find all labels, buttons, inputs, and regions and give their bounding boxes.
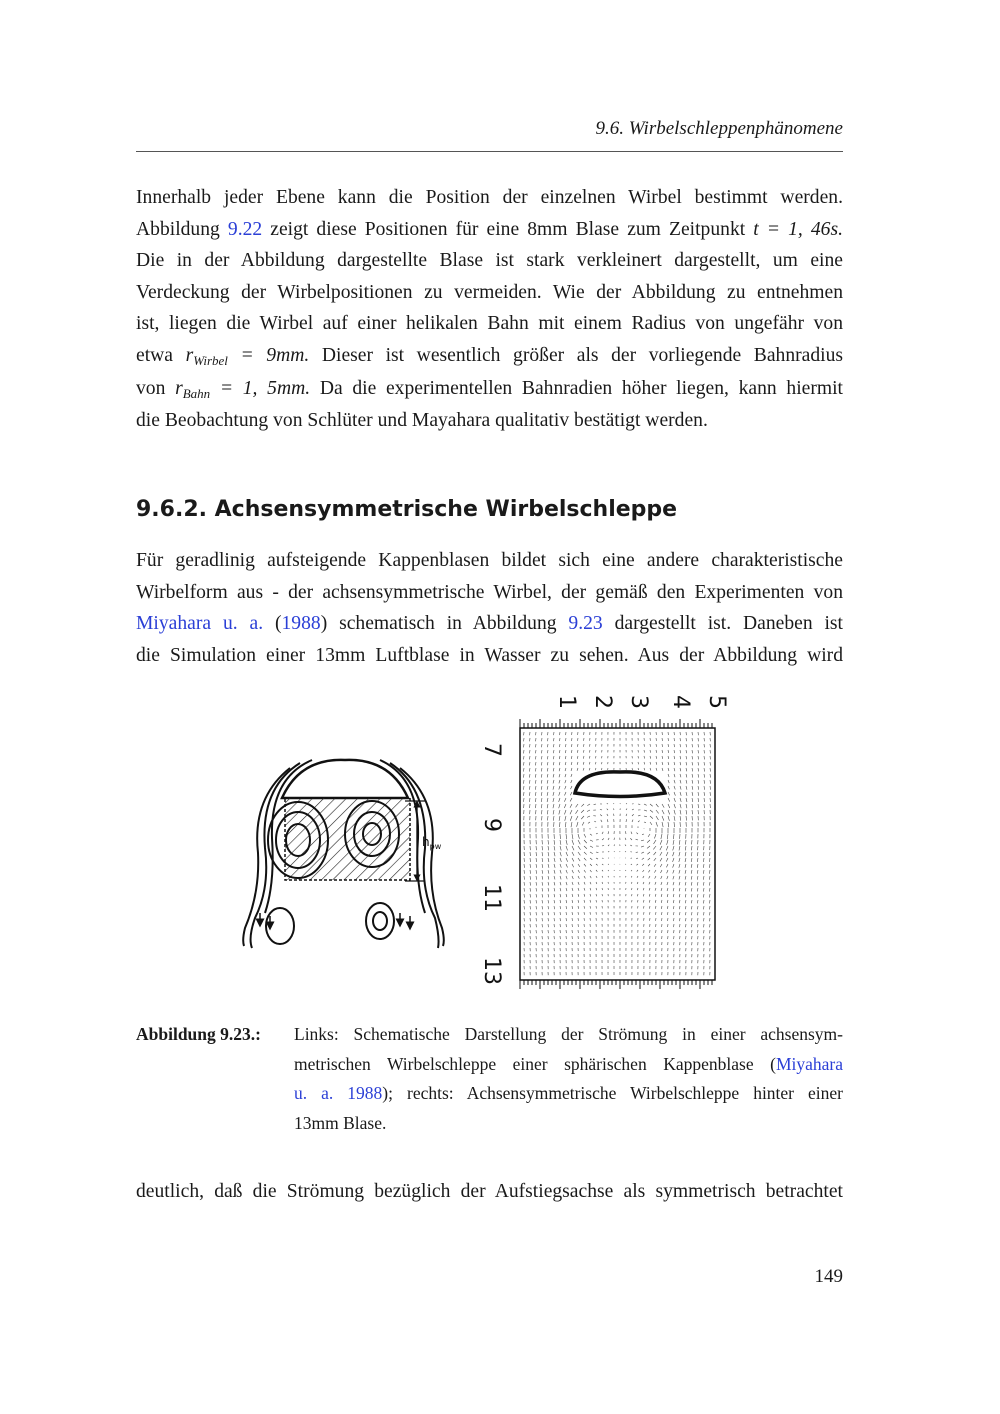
running-head: 9.6. Wirbelschleppenphänomene (595, 118, 843, 139)
p1-line-7 (136, 373, 843, 406)
axis-tick-label: 5 (704, 695, 729, 709)
math-r: r (185, 344, 194, 366)
hpw-label: $h_{pw}$ (422, 835, 442, 851)
text: ( (263, 613, 282, 635)
axis-tick-label: 1 (554, 695, 579, 709)
caption-line-2 (294, 1050, 843, 1080)
caption-line-1: Links: Schematische Darstellung der Strömung in einer achsensym- (294, 1024, 843, 1044)
text: zeigt diese Positionen für eine 8mm Blase zum Zeitpunkt (262, 218, 754, 240)
bubble-shape (575, 772, 665, 797)
text: Dieser ist wesentlich größer als der vorliegende Bahnradius (309, 344, 844, 366)
text: etwa (136, 344, 186, 366)
math-r: r (175, 377, 183, 399)
section-heading: 9.6.2. Achsensymmetrische Wirbelschleppe (136, 497, 678, 522)
text: Da die experimentellen Bahnradien höher liegen, kann hiermit (310, 377, 843, 399)
math-value: = 1, 5mm. (210, 377, 311, 399)
text: Abbildung (136, 218, 228, 240)
p2-line-2: Wirbelform aus - der achsensymmetrische Wirbel, der gemäß den Experimenten von (136, 581, 843, 603)
p1-line-5: ist, liegen die Wirbel auf einer helikalen Bahn mit einem Radius von ungefähr von (136, 313, 843, 335)
page-number: 149 (814, 1266, 843, 1287)
p1-line-6 (136, 340, 843, 373)
axis-tick-label: 3 (626, 695, 651, 709)
math-value: = 9mm. (227, 344, 310, 366)
axis-tick-label: 4 (668, 695, 693, 709)
figure-ref-9-22[interactable]: 9.22 (227, 218, 263, 240)
text: ) schematisch in Abbildung (320, 613, 569, 635)
citation-year[interactable]: 1988 (281, 613, 321, 635)
p1-line-1: Innerhalb jeder Ebene kann die Position der einzelnen Wirbel bestimmt werden. (136, 187, 843, 208)
citation-year[interactable]: u. a. 1988 (294, 1083, 383, 1103)
p2-line-1: Für geradlinig aufsteigende Kappenblasen bildet sich eine andere charakteristische (136, 550, 843, 571)
bottom-axis-ticks (520, 980, 712, 989)
paragraph-3 (136, 1176, 843, 1208)
axis-tick-label: 7 (479, 743, 504, 757)
caption-line-4: 13mm Blase. (294, 1112, 387, 1133)
top-axis-ticks (520, 719, 712, 728)
text: ); rechts: Achsensymmetrische Wirbelschleppe hinter einer (382, 1083, 843, 1103)
p1-line-2 (136, 214, 843, 246)
math-time: t = 1, 46s. (753, 218, 843, 240)
citation-miyahara[interactable]: Miyahara u. a. (136, 613, 264, 635)
paragraph-2 (136, 545, 843, 671)
axis-tick-label: 11 (479, 884, 504, 912)
axis-tick-label: 2 (590, 695, 615, 709)
p2-line-4: die Simulation einer 13mm Luftblase in Wasser zu sehen. Aus der Abbildung wird (136, 644, 843, 666)
axis-tick-label: 13 (479, 957, 504, 985)
figure-ref-9-23[interactable]: 9.23 (568, 613, 603, 635)
p3-line-1: deutlich, daß die Strömung bezüglich der Aufstiegsachse als symmetrisch betrachtet (136, 1181, 843, 1202)
header-rule (136, 151, 843, 152)
p1-line-4: Verdeckung der Wirbelpositionen zu vermeiden. Wie der Abbildung zu entnehmen (136, 281, 843, 303)
axis-tick-label: 9 (479, 818, 504, 832)
math-sub-wirbel: Wirbel (193, 352, 228, 368)
caption-body (294, 1020, 843, 1138)
schematic-wake (243, 760, 444, 948)
math-sub-bahn: Bahn (182, 385, 211, 401)
text: von (136, 377, 176, 399)
paragraph-1 (136, 182, 843, 437)
p1-line-8: die Beobachtung von Schlüter und Mayahara qualitativ bestätigt werden. (136, 410, 708, 432)
simulation-panel (520, 719, 715, 989)
caption-label: Abbildung 9.23.: (136, 1024, 261, 1044)
caption-line-3 (294, 1079, 843, 1109)
text: dargestellt ist. Daneben ist (602, 613, 843, 635)
figure-caption (136, 1020, 843, 1138)
figure-9-23 (230, 688, 750, 993)
text: metrischen Wirbelschleppe einer sphärischen Kappenblase ( (294, 1053, 776, 1074)
p2-line-3 (136, 608, 843, 640)
p1-line-3: Die in der Abbildung dargestellte Blase ist stark verkleinert dargestellt, um eine (136, 250, 843, 272)
citation-miyahara[interactable]: Miyahara (775, 1053, 843, 1074)
